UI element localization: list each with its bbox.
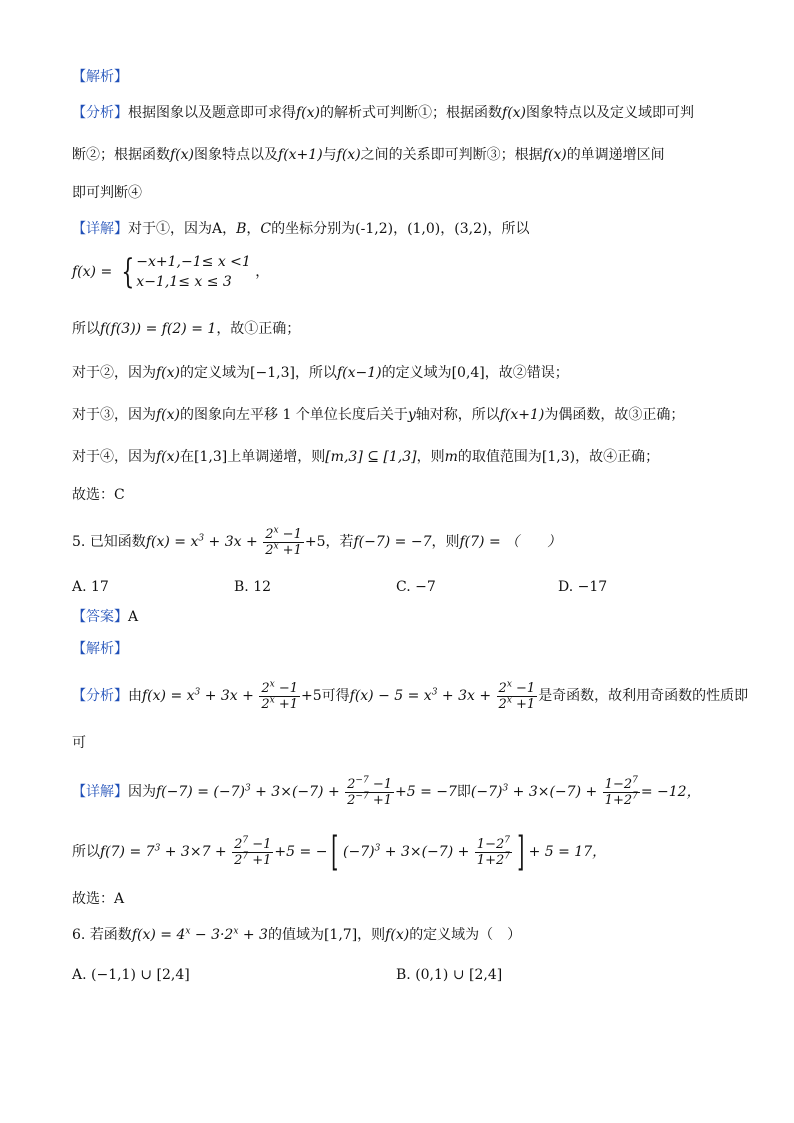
q5-detail-line-1: 【详解】因为$f(-7) = (-7)^3 + 3\times(-7)$ + $\frac{2^{-7} -1}{2^{-7} +1}$ +5 = −7即$(-7)^3 + 3\times(-7)$ + $\frac{1-2^7}{1+2^7}$ = −12， <box>72 775 701 808</box>
detail-choice: 故选：C <box>72 487 125 503</box>
question-6: 6. 若函数$f(x) = 4^x - 3\cdot 2^x + 3$的值域为[1,7]，则f(x)的定义域为（ ） <box>72 926 522 943</box>
q6-option-b: B. (0,1) ∪ [2,4] <box>396 967 503 983</box>
detail-line-4: 对于②，因为f(x)的定义域为[−1,3]，所以f(x−1)的定义域为[0,4]，故②错误； <box>72 365 569 381</box>
question-5: 5. 已知函数$f(x) = x^3 + 3x$ + $\frac{2^x -1}{2^x +1}$ +5，若f(−7) = −7，则f(7) = （ ） <box>72 525 562 558</box>
q6-option-a: A. (−1,1) ∪ [2,4] <box>72 967 190 983</box>
analysis-line-2: 断②；根据函数f(x)图象特点以及f(x+1)与f(x)之间的关系即可判断③；根据f(x)的单调递增区间 <box>72 147 665 163</box>
analysis-tag: 【解析】 <box>72 69 128 85</box>
q5-option-c: C. −7 <box>396 579 436 595</box>
q5-choice: 故选：A <box>72 891 125 907</box>
detail-line-5: 对于③，因为f(x)的图象向左平移 1 个单位长度后关于y轴对称，所以f(x+1)为偶函数，故③正确； <box>72 407 685 423</box>
q5-analysis-heading: 【解析】 <box>72 641 128 657</box>
q5-option-b: B. 12 <box>234 579 272 595</box>
detail-line-1: 【详解】对于①，因为A，B，C的坐标分别为(-1,2)，(1,0)，(3,2)，所以 <box>72 221 530 237</box>
q5-option-d: D. −17 <box>558 579 608 595</box>
q5-answer: 【答案】A <box>72 609 139 625</box>
q5-analysis-line-1: 【分析】由$f(x) = x^3 + 3x$ + $\frac{2^x -1}{2^x +1}$ +5可得$f(x) - 5 = x^3 + 3x$ + $\frac{2^x -1}{2^x +1}$ 是奇函数，故利用奇函数的性质即 <box>72 679 749 712</box>
analysis-line-3: 即可判断④ <box>72 185 142 201</box>
q5-detail-line-2: 所以$f(7) = 7^3 + 3\times 7$ + $\frac{2^7 -1}{2^7 +1}$ +5 = − [ $(-7)^3 + 3\times(-7)$ + $\frac{1-2^7}{1+2^7}$ ] + 5 = 17， <box>72 829 607 875</box>
analysis-line-1: 【分析】根据图象以及题意即可求得f(x)的解析式可判断①；根据函数f(x)图象特点以及定义域即可判 <box>72 105 695 121</box>
section-analysis-heading <box>72 68 128 86</box>
detail-line-3: 所以f(f(3)) = f(2) = 1，故①正确； <box>72 321 301 337</box>
q5-analysis-line-2: 可 <box>72 735 86 751</box>
piecewise-function: f(x) = { −x+1,−1≤ x <1 x−1,1≤ x ≤ 3 ， <box>72 252 270 292</box>
q5-option-a: A. 17 <box>72 579 109 595</box>
detail-line-6: 对于④，因为f(x)在[1,3]上单调递增，则[m,3] ⊆ [1,3]，则m的取值范围为[1,3)，故④正确； <box>72 449 660 465</box>
